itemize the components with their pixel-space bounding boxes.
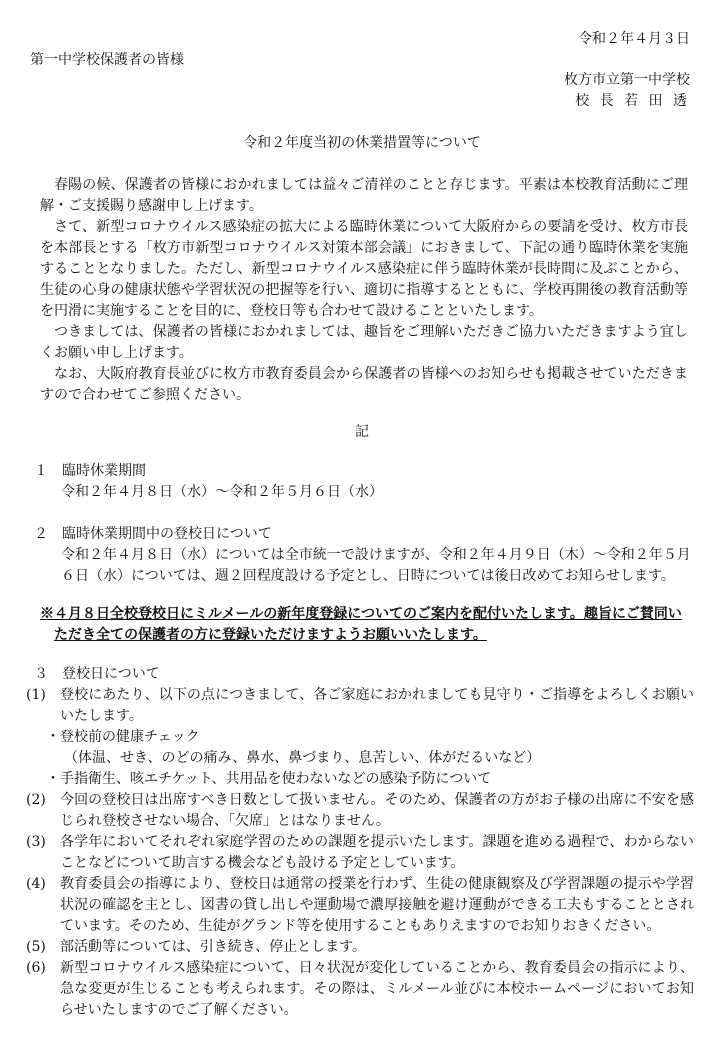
body-text bbox=[40, 175, 688, 406]
section-3-title: ３ 登校日について bbox=[34, 666, 160, 682]
list-item bbox=[26, 727, 694, 748]
list-item bbox=[26, 937, 694, 958]
section-1-body: 令和２年４月８日（水）～令和２年５月６日（水） bbox=[61, 484, 383, 500]
item-text: 各学年においてそれぞれ家庭学習のための課題を提示いたします。課題を進める過程で、わからないことなどについて助言する機会なども設ける予定としています。 bbox=[60, 834, 694, 871]
list-item bbox=[26, 685, 694, 727]
mirumail-notice: ※４月８日全校登校日にミルメールの新年度登録についてのご案内を配付いたします。趣旨にご賛同いただき全ての保護者の方に登録いただけますようお願いいたします。 bbox=[40, 606, 682, 643]
body-paragraph: なお、大阪府教育長並びに枚方市教育委員会から保護者の皆様へのお知らせも掲載させていただきますので合わせてご参照ください。 bbox=[40, 366, 688, 403]
item-text: ・登校前の健康チェック bbox=[46, 729, 200, 745]
item-text: 登校にあたり、以下の点につきまして、各ご家庭におかれましても見守り・ご指導をよろしくお願いいたします。 bbox=[60, 687, 694, 724]
item-number: (3) bbox=[26, 834, 46, 850]
sender-principal: 校 長 若 田 透 bbox=[575, 93, 690, 109]
item-text: 教育委員会の指導により、登校日は通常の授業を行わず、生徒の健康観察及び学習課題の提示や学習状況の確認を主とし、図書の貸し出しや運動場で濃厚接触を避け運動ができる工夫もすることとされています。そのため、生徒がグランド等を使用することもありえますのでお知りおきください。 bbox=[60, 876, 694, 934]
list-item bbox=[26, 790, 694, 832]
item-text: 新型コロナウイルス感染症について、日々状況が変化していることから、教育委員会の指示により、急な変更が生じることも考えられます。その際は、ミルメール並びに本校ホームページにおいてお知らせいたしますのでご了解ください。 bbox=[60, 960, 694, 1018]
body-paragraph: 春陽の候、保護者の皆様におかれましては益々ご清祥のことと存じます。平素は本校教育活動にご理解・ご支援賜り感謝申し上げます。 bbox=[40, 177, 688, 214]
list-item bbox=[26, 832, 694, 874]
section-2-title: ２ 臨時休業期間中の登校日について bbox=[34, 526, 272, 542]
item-number: (6) bbox=[26, 960, 46, 976]
list-item bbox=[26, 748, 694, 769]
document-subject: 令和２年度当初の休業措置等について bbox=[243, 135, 481, 151]
item-number: (5) bbox=[26, 939, 46, 955]
ki-heading: 記 bbox=[355, 424, 369, 440]
list-item bbox=[26, 874, 694, 937]
item-number: (1) bbox=[26, 687, 46, 703]
item-text: ・手指衛生、咳エチケット、共用品を使わないなどの感染予防について bbox=[46, 771, 492, 787]
section-3-list bbox=[26, 685, 694, 1021]
item-text: （体温、せき、のどの痛み、鼻水、鼻づまり、息苦しい、体がだるいなど） bbox=[64, 750, 541, 766]
sender-school: 枚方市立第一中学校 bbox=[564, 72, 690, 88]
body-paragraph: つきましては、保護者の皆様におかれましては、趣旨をご理解いただきご協力いただきますよう宜しくお願い申し上げます。 bbox=[40, 324, 688, 361]
section-2-body: 令和２年４月８日（水）については全市統一で設けますが、令和２年４月９日（木）～令和２年５月６日（水）については、週２回程度設ける予定とし、日時については後日改めてお知らせします。 bbox=[61, 547, 691, 584]
item-number: (4) bbox=[26, 876, 46, 892]
body-paragraph: さて、新型コロナウイルス感染症の拡大による臨時休業について大阪府からの要請を受け、枚方市長を本部長とする「枚方市新型コロナウイルス対策本部会議」におきまして、下記の通り臨時休業を実施することとなりました。ただし、新型コロナウイルス感染症に伴う臨時休業が長時間に及ぶことから、生徒の心身の健康状態や学習状況の把握等を行い、適切に指導するとともに、学校再開後の教育活動等を円滑に実施することを目的に、登校日等も合わせて設けることといたします。 bbox=[40, 219, 688, 319]
document-date: 令和２年４月３日 bbox=[578, 31, 690, 47]
list-item bbox=[26, 769, 694, 790]
section-1-title: １ 臨時休業期間 bbox=[34, 463, 146, 479]
item-number: (2) bbox=[26, 792, 46, 808]
item-text: 部活動等については、引き続き、停止とします。 bbox=[60, 939, 367, 955]
list-item bbox=[26, 958, 694, 1021]
item-text: 今回の登校日は出席すべき日数として扱いません。そのため、保護者の方がお子様の出席に不安を感じられ登校させない場合、「欠席」とはなりません。 bbox=[60, 792, 694, 829]
addressee: 第一中学校保護者の皆様 bbox=[30, 52, 184, 68]
